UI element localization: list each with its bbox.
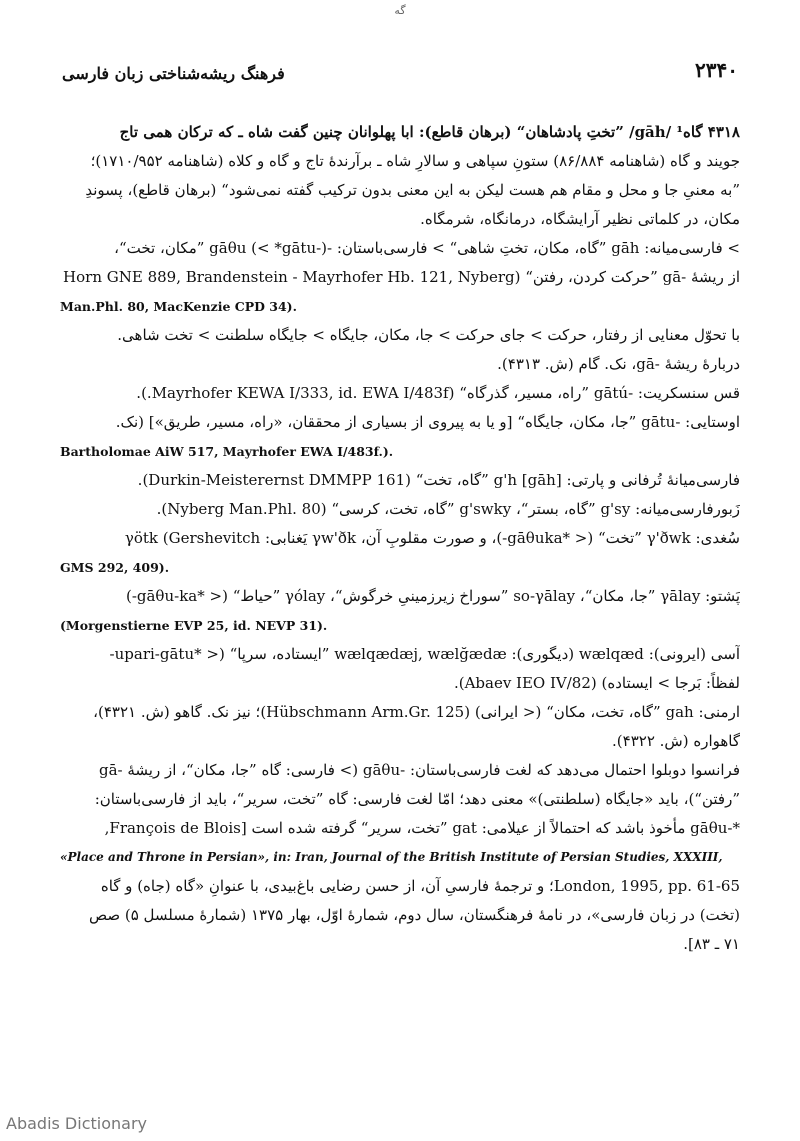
entry-text-line: مکان، در کلماتی نظیر آرایشگاه، درمانگاه، شرمگاه. [420, 210, 740, 228]
running-head-mark: گه [394, 4, 406, 17]
entry-text-line: پَشتو: γālay ”جا، مکان“، so-γālay ”سوراخ زیرزمینیِ خرگوش“، γólay ”حیاط“ (< *gāθu-ka-) [125, 587, 740, 605]
entry-text-line: > فارسی‌میانه: gāh ”گاه، مکان، تختِ شاهی“ > فارسی‌باستان: -gāθu (< *gātu-) ”مکان، تخت“، [114, 239, 740, 257]
entry-text-line: GMS 292, 409). [60, 560, 170, 575]
entry-text-line: لفظاً: بَرجا > ایستاده) (Abaev IEO IV/82). [453, 674, 740, 692]
book-title: فرهنگ ریشه‌شناختی زبان فارسی [62, 64, 285, 83]
entry-text-line: «Place and Throne in Persian», in: Iran, Journal of the British Institute of Persian Studies, XXXIII, [60, 850, 723, 864]
entry-text-line: London, 1995, pp. 61-65؛ و ترجمهٔ فارسیِ آن، از حسن رضایی باغ‌بیدی، با عنوانِ «گاه (جاه) و گاه [100, 877, 740, 895]
dictionary-entry [60, 118, 740, 959]
entry-text-line: گاهواره (ش. ۴۳۲۲). [612, 732, 740, 750]
entry-text-line: Bartholomae AiW 517, Mayrhofer EWA I/483f.). [60, 444, 394, 459]
entry-text-line: *-gāθu مأخوذ باشد که احتمالاً از عیلامی: gat ”تخت، سریر“ گرفته شده است [François de Blois, [104, 819, 740, 837]
page-header [62, 58, 738, 98]
entry-text-line: (Morgenstierne EVP 25, id. NEVP 31). [60, 618, 328, 633]
entry-text-line: دربارهٔ ریشهٔ -gā، نک. گام (ش. ۴۳۱۳). [497, 355, 740, 373]
entry-text-line: (تخت) در زبان فارسی»، در نامهٔ فرهنگستان، سال دوم، شمارهٔ اوّل، بهار ۱۳۷۵ (شمارهٔ مسلسل ۵) صص [88, 906, 740, 924]
entry-text-line: ۷۱ ـ ۸۳]. [683, 935, 740, 953]
entry-text-line: آسی (ایرونی): wælqæd (دیگوری): wælqædæj, wælğædæ ”ایستاده، سرپا“ (< *upari-gātu- [109, 645, 740, 663]
entry-text-line: فرانسوا دوبلوا احتمال می‌دهد که لغت فارسی‌باستان: -gāθu (> فارسی: گاه ”جا، مکان“، از ریشهٔ -gā [98, 761, 740, 779]
entry-text-line: ”به معنیِ جا و محل و مقام هم هست لیکن به این معنی بدون ترکیب گفته نمی‌شود“ (برهان قاطع)، پسوندِ [85, 181, 740, 199]
entry-text-line: از ریشهٔ -gā ”حرکت کردن، رفتن“ (Horn GNE 889, Brandenstein - Mayrhofer Hb. 121, Nyberg [63, 268, 740, 286]
entry-text-line: سُغدی: γ'ðwk ”تخت“ (< *gāθuka-)، و صورت مقلوبِ آن، γw'ðk یَغنابی: γötk (Gershevitch [124, 529, 740, 547]
entry-text-line: جویند و گاه (شاهنامه ۸۶/۸۸۴) ستونِ سپاهی و سالارِ شاه ـ برآرندهٔ تاج و گاه و کلاه (شاهنامه ۱۷۱۰/۹۵۲)؛ [90, 152, 740, 170]
page-number: ۲۳۴۰ [695, 58, 738, 82]
entry-headword-line: ۴۳۱۸ گاه¹ /gāh/ ”تختِ پادشاهان“ (برهان قاطع): ابا پهلوانان چنین گفت شاه ـ که ترکان همی تاج [119, 123, 740, 141]
entry-text-line: زَبورفارسی‌میانه: g'sy ”گاه، بستر“، g'swky ”گاه، تخت، کرسی“ (Nyberg Man.Phl. 80). [156, 500, 740, 518]
entry-text-line: با تحوّل معنایی از رفتار، حرکت > جای حرکت > جا، مکان، جایگاه > جایگاه سلطنت > تخت شاهی. [117, 326, 740, 344]
watermark: Abadis Dictionary [6, 1114, 147, 1133]
entry-text-line: قس سنسکریت: -gātú ”راه، مسیر، گذرگاه“ (Mayrhofer KEWA I/333, id. EWA I/483f.). [136, 384, 740, 402]
entry-text-line: ارمنی: gah ”گاه، تخت، مکان“ (< ایرانی) (Hübschmann Arm.Gr. 125)؛ نیز نک. گاهو (ش. ۴۳۲۱)، [93, 703, 740, 721]
entry-text-line: ”رفتن“)، باید «جایگاه (سلطنتی)» معنی دهد؛ امّا لغت فارسی: گاه ”تخت، سریر“، باید از فارسی‌باستان: [94, 790, 740, 808]
entry-text-line: اوستایی: -gātu ”جا، مکان، جایگاه“ [و یا به پیروی از بسیاری از محققان، «راه، مسیر، طریق»] (نک. [115, 413, 740, 431]
entry-text-line: Man.Phl. 80, MacKenzie CPD 34). [60, 299, 297, 314]
entry-text-line: فارسی‌میانهٔ تُرفانی و پارتی: g'h [gāh] ”گاه، تخت“ (Durkin-Meisterernst DMMPP 161). [137, 471, 740, 489]
